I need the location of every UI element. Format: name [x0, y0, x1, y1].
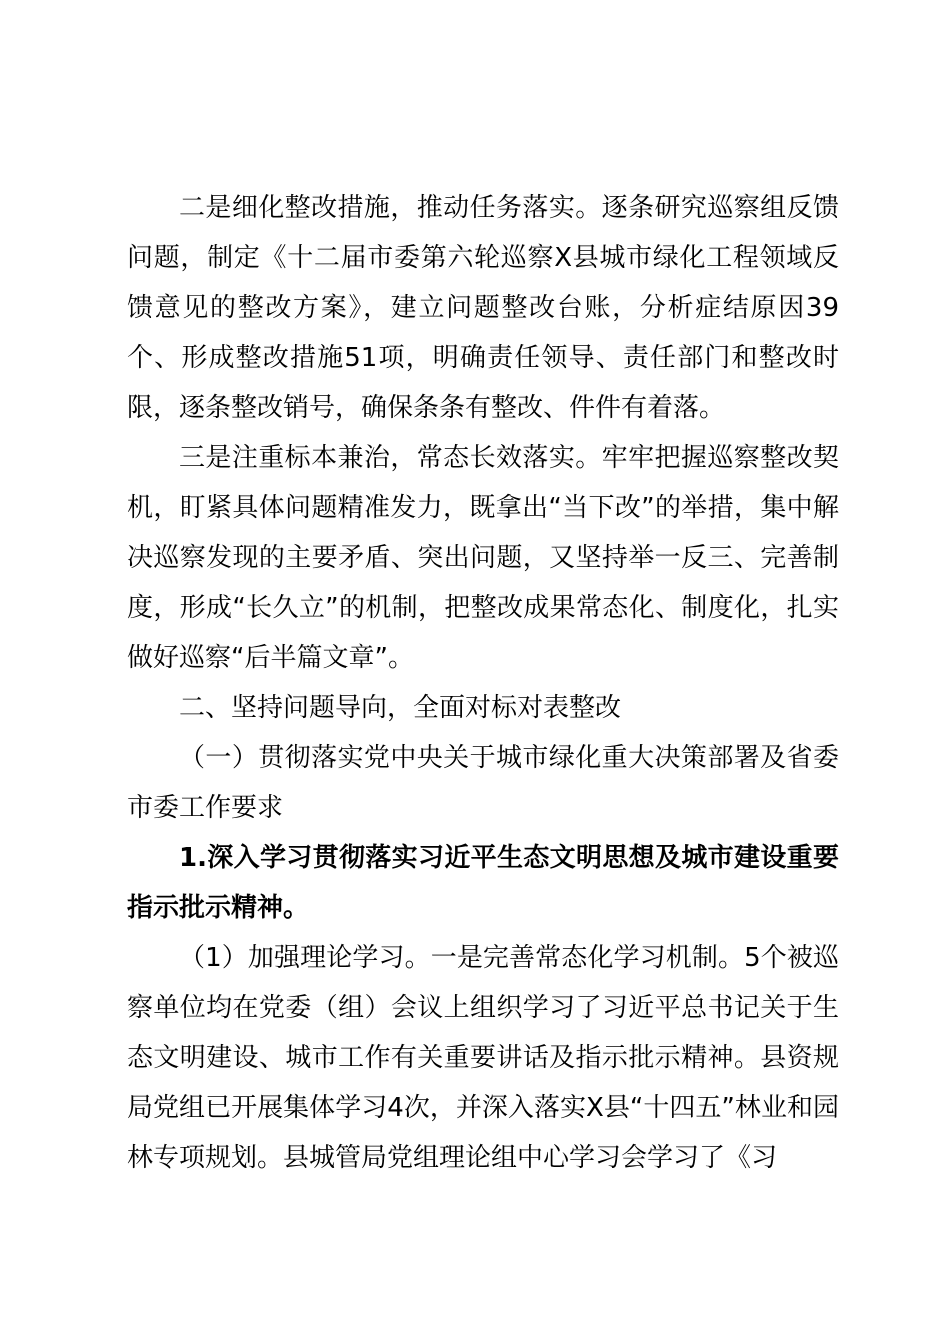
item-heading-1: 1.深入学习贯彻落实习近平生态文明思想及城市建设重要指示批示精神。	[127, 843, 839, 923]
paragraph-rectification-measures: 二是细化整改措施，推动任务落实。逐条研究巡察组反馈问题，制定《十二届市委第六轮巡察X县城市绿化工程领域反馈意见的整改方案》，建立问题整改台账，分析症结原因39个、形成整改措施51项，明确责任领导、责任部门和整改时限，逐条整改销号，确保条条有整改、件件有着落。	[127, 193, 839, 423]
subsection-heading-1: （一）贯彻落实党中央关于城市绿化重大决策部署及省委市委工作要求	[127, 743, 839, 823]
paragraph-root-and-symptom: 三是注重标本兼治，常态长效落实。牢牢把握巡察整改契机，盯紧具体问题精准发力，既拿出“当下改”的举措，集中解决巡察发现的主要矛盾、突出问题，又坚持举一反三、完善制度，形成“长久立”的机制，把整改成果常态化、制度化，扎实做好巡察“后半篇文章”。	[127, 443, 839, 673]
document-body	[127, 183, 839, 1183]
paragraph-theory-study: （1）加强理论学习。一是完善常态化学习机制。5个被巡察单位均在党委（组）会议上组织学习了习近平总书记关于生态文明建设、城市工作有关重要讲话及指示批示精神。县资规局党组已开展集体学习4次，并深入落实X县“十四五”林业和园林专项规划。县城管局党组理论组中心学习会学习了《习	[127, 943, 839, 1173]
section-heading-2: 二、坚持问题导向，全面对标对表整改	[179, 693, 622, 723]
